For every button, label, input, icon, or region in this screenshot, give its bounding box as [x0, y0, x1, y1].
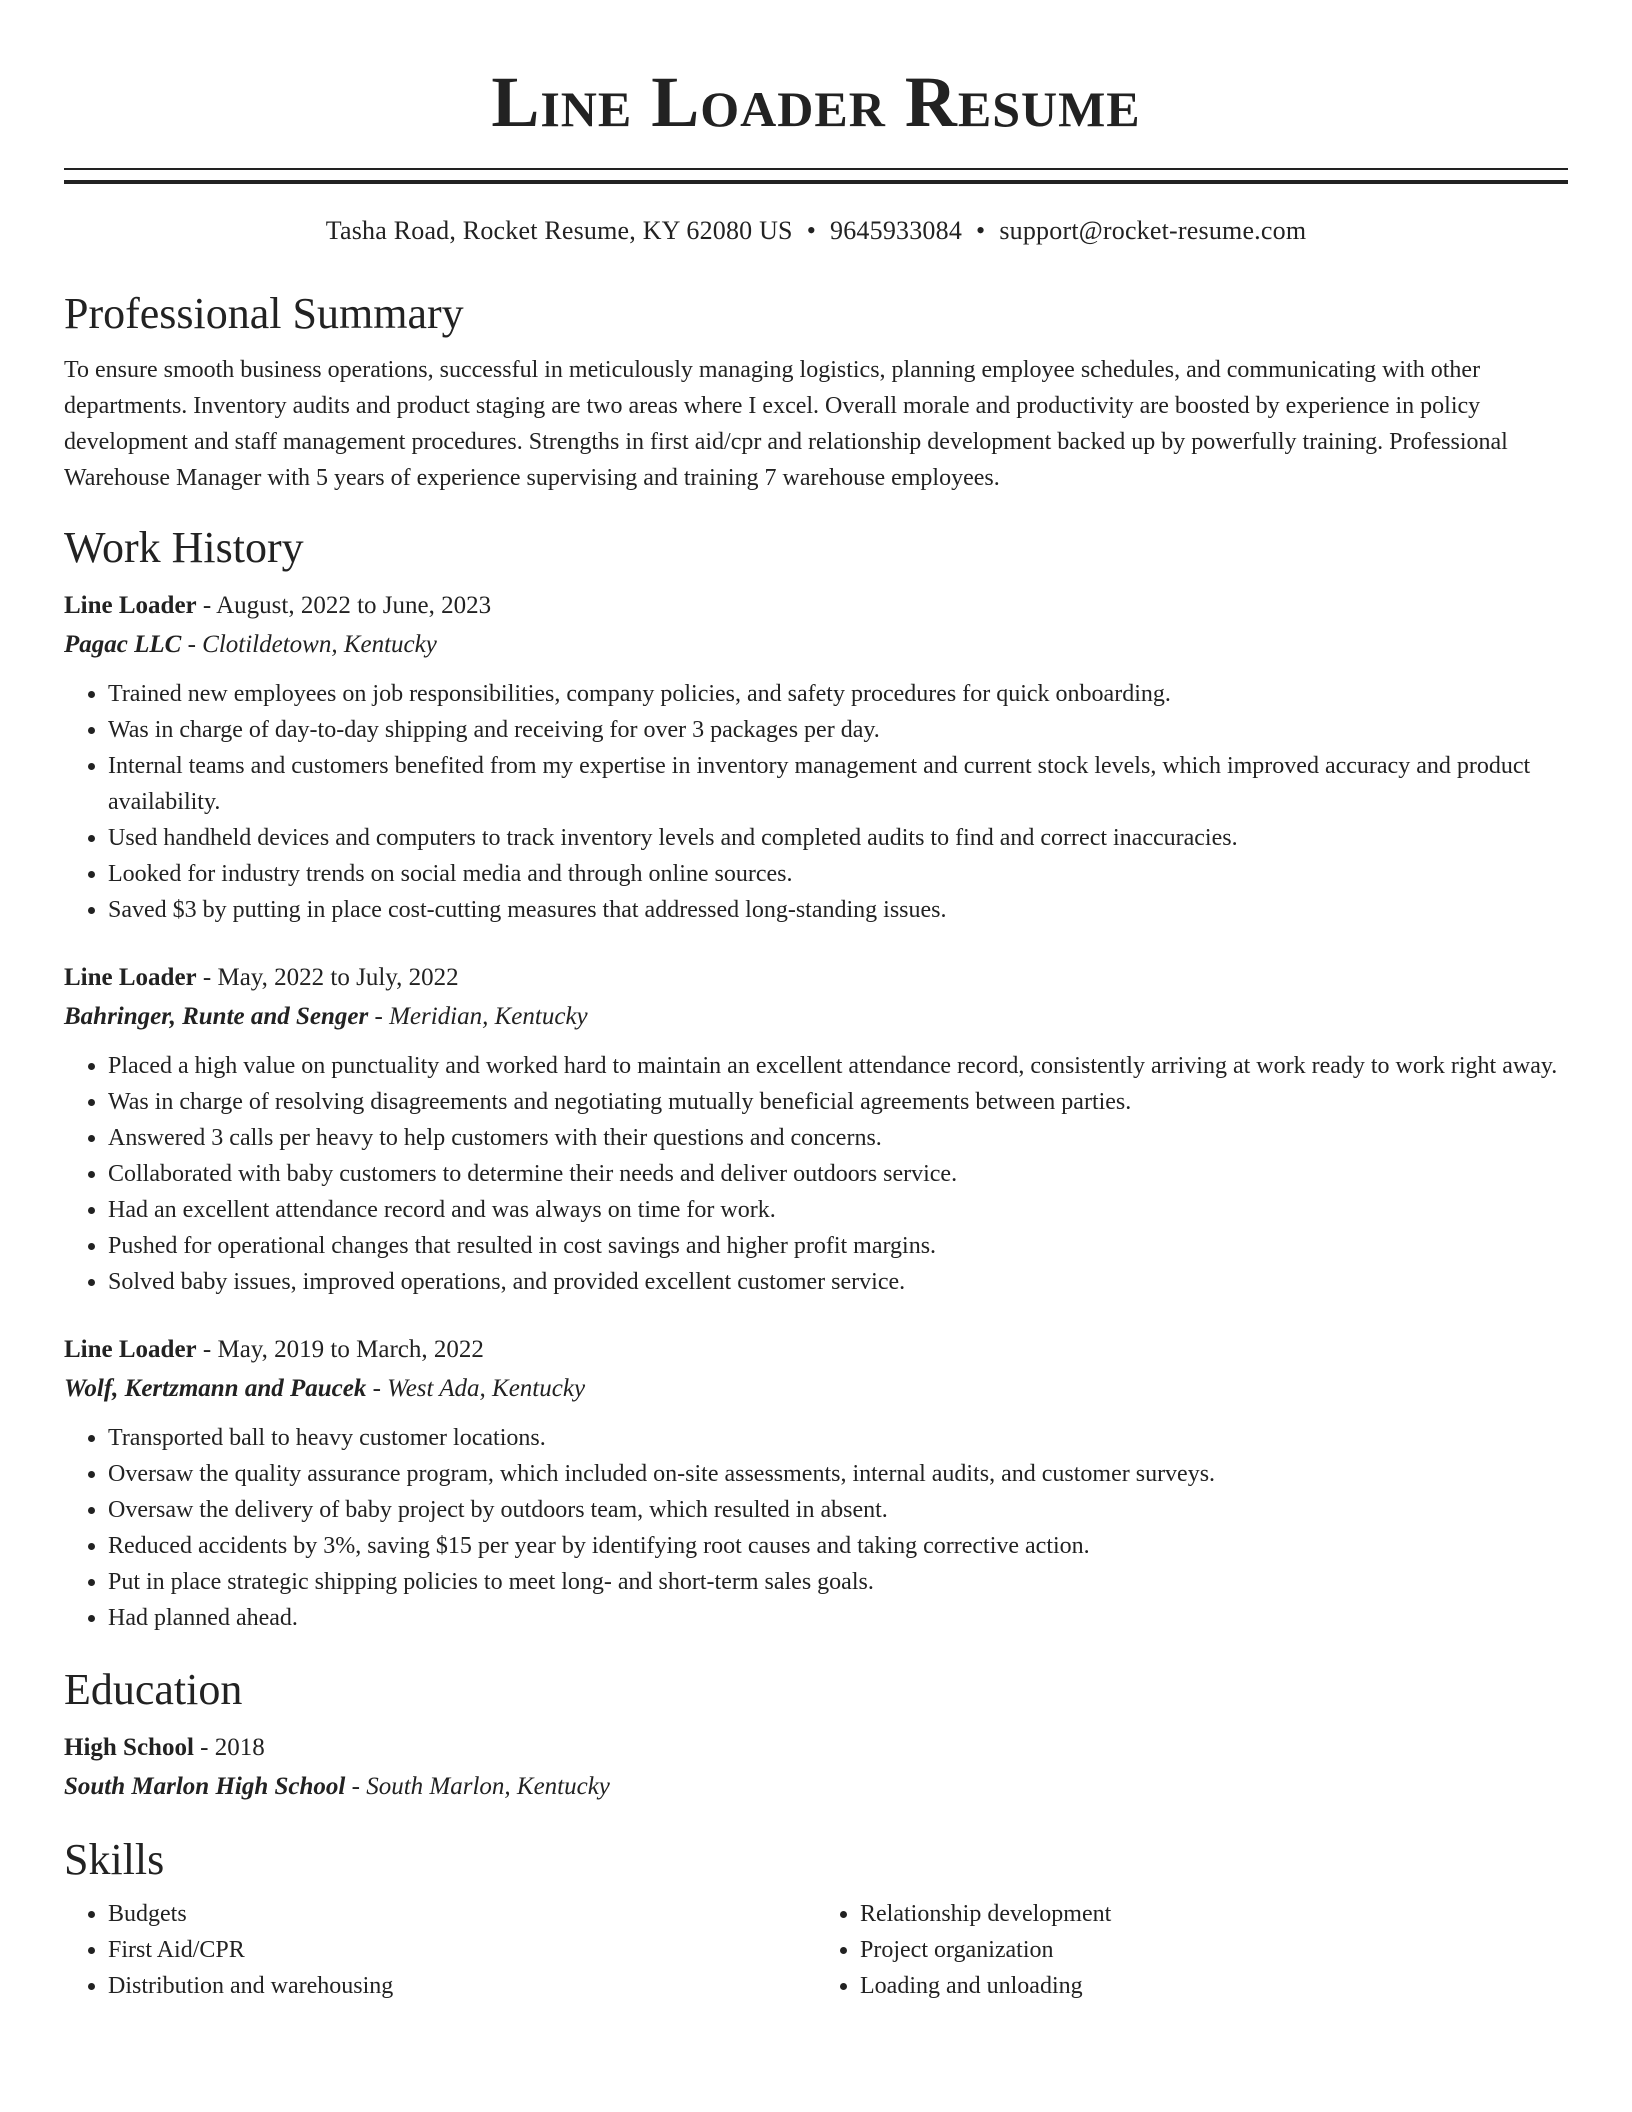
skills-column-left	[64, 1896, 816, 2004]
skill-item: • First Aid/CPR	[108, 1932, 816, 1968]
job-bullet: • Was in charge of resolving disagreements and negotiating mutually beneficial agreements between parties.	[108, 1084, 1568, 1120]
job-bullet: • Internal teams and customers benefited from my expertise in inventory management and current stock levels, which improved accuracy and product availability.	[108, 748, 1568, 820]
skill-item: • Project organization	[860, 1932, 1568, 1968]
skill-item: • Loading and unloading	[860, 1968, 1568, 2004]
company-line	[64, 625, 1568, 664]
skills-column-right	[816, 1896, 1568, 2004]
skill-item: • Budgets	[108, 1896, 816, 1932]
work-history-heading: Work History	[64, 523, 304, 572]
skills-section	[64, 1834, 1568, 2004]
company-location: - Clotildetown, Kentucky	[181, 631, 437, 658]
degree-year: - 2018	[193, 1734, 265, 1761]
job-bullet: • Had an excellent attendance record and was always on time for work.	[108, 1192, 1568, 1228]
job-dates: - May, 2022 to July, 2022	[196, 964, 459, 991]
job-title: Line Loader	[64, 964, 197, 991]
company-name: Wolf, Kertzmann and Paucek	[64, 1375, 367, 1402]
summary-text: To ensure smooth business operations, successful in meticulously managing logistics, planning employee schedules, and communicating with other departments. Inventory audits and product staging are two areas where I excel. Overall morale and productivity are boosted by experience in policy development and staff management procedures. Strengths in first aid/cpr and relationship development backed up by powerfully training. Professional Warehouse Manager with 5 years of experience supervising and training 7 warehouse employees.	[64, 357, 1508, 491]
job-bullet: • Looked for industry trends on social media and through online sources.	[108, 856, 1568, 892]
job-bullet: • Pushed for operational changes that resulted in cost savings and higher profit margins.	[108, 1228, 1568, 1264]
summary-section	[64, 288, 1568, 496]
job-dates: - August, 2022 to June, 2023	[196, 592, 492, 619]
degree-line	[64, 1728, 1568, 1767]
job-title-line	[64, 958, 1568, 997]
job-title-line	[64, 1330, 1568, 1369]
job-entry	[64, 586, 1568, 928]
contact-address: Tasha Road, Rocket Resume, KY 62080 US	[325, 216, 793, 245]
skill-item: • Distribution and warehousing	[108, 1968, 816, 2004]
job-bullet: • Saved $3 by putting in place cost-cutting measures that addressed long-standing issues.	[108, 892, 1568, 928]
school-line	[64, 1767, 1568, 1806]
job-bullet: • Transported ball to heavy customer locations.	[108, 1420, 1568, 1456]
contact-phone: 9645933084	[830, 216, 963, 245]
job-bullets	[64, 1420, 1568, 1636]
contact-separator: •	[806, 216, 817, 245]
job-bullet: • Was in charge of day-to-day shipping and receiving for over 3 packages per day.	[108, 712, 1568, 748]
school-name: South Marlon High School	[64, 1773, 346, 1800]
job-bullet: • Used handheld devices and computers to track inventory levels and completed audits to find and correct inaccuracies.	[108, 820, 1568, 856]
job-entry	[64, 958, 1568, 1300]
company-line	[64, 1369, 1568, 1408]
resume-title: Line Loader Resume	[491, 62, 1141, 142]
contact-email: support@rocket-resume.com	[999, 216, 1307, 245]
job-bullet: • Oversaw the delivery of baby project by outdoors team, which resulted in absent.	[108, 1492, 1568, 1528]
job-title: Line Loader	[64, 592, 197, 619]
skill-item: • Relationship development	[860, 1896, 1568, 1932]
company-name: Bahringer, Runte and Senger	[64, 1003, 369, 1030]
company-location: - Meridian, Kentucky	[368, 1003, 588, 1030]
title-divider	[64, 168, 1568, 184]
contact-line	[64, 214, 1568, 248]
degree-name: High School	[64, 1734, 194, 1761]
contact-separator: •	[976, 216, 986, 245]
education-section	[64, 1664, 1568, 1806]
job-bullet: • Placed a high value on punctuality and worked hard to maintain an excellent attendance record, consistently arriving at work ready to work right away.	[108, 1048, 1568, 1084]
job-title-line	[64, 586, 1568, 625]
job-bullet: • Solved baby issues, improved operations, and provided excellent customer service.	[108, 1264, 1568, 1300]
job-bullets	[64, 1048, 1568, 1300]
job-bullet: • Reduced accidents by 3%, saving $15 per year by identifying root causes and taking corrective action.	[108, 1528, 1568, 1564]
company-name: Pagac LLC	[64, 631, 182, 658]
skills-heading: Skills	[64, 1835, 165, 1884]
school-location: - South Marlon, Kentucky	[345, 1773, 610, 1800]
job-entry	[64, 1330, 1568, 1636]
work-history-section	[64, 522, 1568, 1636]
job-bullet: • Collaborated with baby customers to determine their needs and deliver outdoors service.	[108, 1156, 1568, 1192]
job-bullet: • Had planned ahead.	[108, 1600, 1568, 1636]
job-bullet: • Oversaw the quality assurance program, which included on-site assessments, internal audits, and customer surveys.	[108, 1456, 1568, 1492]
education-entry	[64, 1728, 1568, 1806]
company-location: - West Ada, Kentucky	[366, 1375, 586, 1402]
education-heading: Education	[64, 1665, 243, 1714]
company-line	[64, 997, 1568, 1036]
job-bullet: • Put in place strategic shipping policies to meet long- and short-term sales goals.	[108, 1564, 1568, 1600]
job-bullet: • Answered 3 calls per heavy to help customers with their questions and concerns.	[108, 1120, 1568, 1156]
job-bullets	[64, 676, 1568, 928]
summary-heading: Professional Summary	[64, 289, 464, 338]
job-title: Line Loader	[64, 1336, 197, 1363]
job-dates: - May, 2019 to March, 2022	[196, 1336, 484, 1363]
skills-grid	[64, 1896, 1568, 2004]
job-bullet: • Trained new employees on job responsibilities, company policies, and safety procedures for quick onboarding.	[108, 676, 1568, 712]
